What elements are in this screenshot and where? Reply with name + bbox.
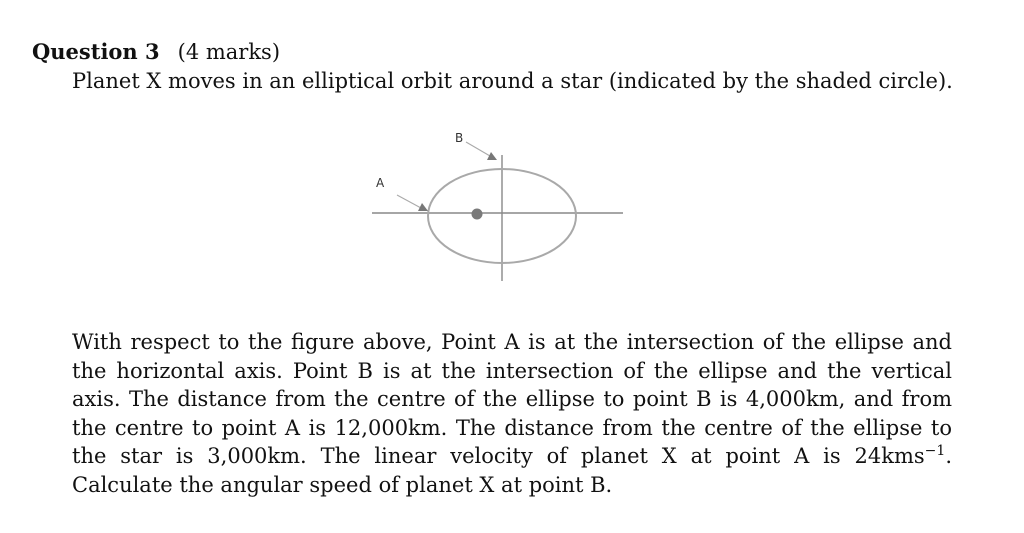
question-body [72,328,952,500]
question-marks: (4 marks) [177,40,281,64]
pointer-b-line [466,142,490,156]
star-shaded-circle [472,209,483,220]
pointer-a-line [397,195,421,208]
question-title: Question 3 [32,39,160,64]
pointer-b-arrowhead [487,152,497,160]
question-intro: Planet X moves in an elliptical orbit around a star (indicated by the shaded circle). [72,69,953,93]
orbit-figure [360,125,630,285]
label-a: A [376,176,385,190]
velocity-unit-exponent: −1 [924,443,946,460]
question-header [32,38,280,66]
question-body-text-end: . Calculate the angular speed of planet X at point B. [72,444,952,497]
orbit-diagram [360,125,630,285]
question-body-text: With respect to the figure above, Point A is at the intersection of the ellipse and the horizontal axis. Point B is at the intersection of the ellipse and the vertical axis. The distance from the centre of the ellipse to point B is 4,000km, and from the centre to point A is 12,000km. The distance from the centre of the ellipse to the star is 3,000km. The linear velocity of planet X at point A is 24kms [72,330,952,469]
label-b: B [455,131,464,145]
